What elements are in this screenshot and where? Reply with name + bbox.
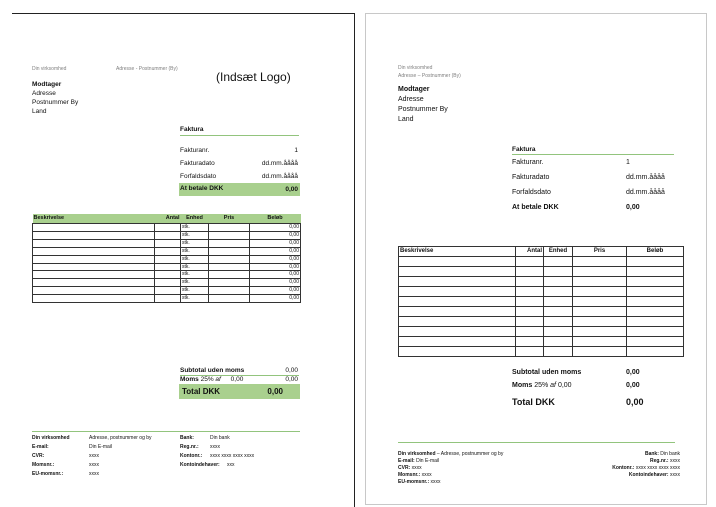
- cell-unit[interactable]: [544, 337, 573, 347]
- cell-unit[interactable]: stk.: [181, 231, 209, 239]
- cell-description[interactable]: [399, 327, 516, 337]
- due-date-label: Forfaldsdato: [512, 189, 551, 196]
- subtotal-value: 0,00: [285, 367, 298, 374]
- cell-description[interactable]: [399, 297, 516, 307]
- invoice-number-value: 1: [626, 159, 630, 166]
- table-row: [399, 297, 684, 307]
- invoice-page-1: [12, 13, 355, 507]
- table-row: [399, 287, 684, 297]
- cell-unit[interactable]: [544, 317, 573, 327]
- footer-rule: [32, 431, 300, 432]
- col-price: Pris: [573, 247, 627, 257]
- cell-description[interactable]: [399, 317, 516, 327]
- cell-quantity[interactable]: [516, 297, 544, 307]
- cell-price[interactable]: [573, 267, 627, 277]
- cell-unit[interactable]: [544, 307, 573, 317]
- cell-unit[interactable]: stk.: [181, 287, 209, 295]
- table-row: [399, 267, 684, 277]
- cell-amount[interactable]: [627, 307, 684, 317]
- due-date-value: dd.mm.åååå: [626, 189, 665, 196]
- cell-unit[interactable]: stk.: [181, 224, 209, 232]
- total-value: 0,00: [267, 387, 283, 396]
- cell-quantity[interactable]: [516, 327, 544, 337]
- footer-left-block: Din virksomhed – Adresse, postnummer og by E-mail: Din E-mail CVR: xxxx Momsnr.: xxxx EU-momsnr.: xxxx: [398, 451, 504, 485]
- amount-due-label: At betale DKK: [180, 185, 224, 192]
- logo-placeholder[interactable]: (Indsæt Logo): [216, 70, 291, 84]
- cell-unit[interactable]: [544, 297, 573, 307]
- cell-price[interactable]: [573, 297, 627, 307]
- cell-quantity[interactable]: [516, 277, 544, 287]
- total-label: Total DKK: [512, 397, 555, 407]
- cell-price[interactable]: [573, 257, 627, 267]
- cell-price[interactable]: [573, 337, 627, 347]
- invoice-title: Faktura: [180, 126, 204, 133]
- recipient-name: Modtager: [398, 86, 430, 93]
- cell-description[interactable]: [399, 267, 516, 277]
- vat-value: 0,00: [626, 382, 640, 389]
- amount-due-label: At betale DKK: [512, 204, 559, 211]
- cell-price[interactable]: [209, 287, 250, 295]
- cell-quantity[interactable]: [516, 267, 544, 277]
- col-amount: Beløb: [250, 214, 301, 224]
- vat-line: Moms 25% af 0,00: [512, 382, 572, 389]
- sender-name: Din virksomhed: [32, 66, 67, 72]
- recipient-postal: Postnummer By: [398, 106, 448, 113]
- cell-amount[interactable]: [627, 317, 684, 327]
- cell-description[interactable]: [33, 224, 155, 232]
- col-price: Pris: [209, 214, 250, 224]
- cell-description[interactable]: [33, 271, 155, 279]
- invoice-number-value: 1: [294, 147, 298, 154]
- cell-description[interactable]: [33, 255, 155, 263]
- cell-unit[interactable]: stk.: [181, 279, 209, 287]
- cell-description[interactable]: [399, 337, 516, 347]
- cell-price[interactable]: [573, 317, 627, 327]
- cell-price[interactable]: [573, 327, 627, 337]
- cell-description[interactable]: [33, 239, 155, 247]
- cell-amount[interactable]: 0,00: [250, 271, 301, 279]
- cell-amount[interactable]: [627, 257, 684, 267]
- cell-quantity[interactable]: [155, 231, 181, 239]
- cell-quantity[interactable]: [155, 295, 181, 303]
- cell-quantity[interactable]: [155, 224, 181, 232]
- cell-unit[interactable]: stk.: [181, 295, 209, 303]
- table-row: [33, 295, 301, 303]
- recipient-country: Land: [398, 116, 414, 123]
- cell-quantity[interactable]: [155, 247, 181, 255]
- cell-description[interactable]: [399, 287, 516, 297]
- total-value: 0,00: [626, 397, 644, 407]
- cell-quantity[interactable]: [516, 307, 544, 317]
- table-row: [33, 239, 301, 247]
- cell-amount[interactable]: 0,00: [250, 263, 301, 271]
- cell-description[interactable]: [33, 247, 155, 255]
- cell-quantity[interactable]: [155, 279, 181, 287]
- cell-quantity[interactable]: [516, 257, 544, 267]
- cell-amount[interactable]: 0,00: [250, 287, 301, 295]
- footer-right-labels: Bank: Reg.nr.: Kontonr.: Kontoindehaver:: [180, 435, 220, 468]
- sender-address: Adresse - Postnummer (By): [116, 66, 178, 72]
- cell-price[interactable]: [209, 295, 250, 303]
- footer-right-values: Din bank xxxx xxxx xxxx xxxx xxxx xxx: [210, 435, 255, 468]
- recipient-address: Adresse: [398, 96, 424, 103]
- cell-unit[interactable]: stk.: [181, 271, 209, 279]
- table-row: [399, 307, 684, 317]
- invoice-page-2: [365, 13, 707, 505]
- cell-quantity[interactable]: [516, 337, 544, 347]
- due-date-label: Forfaldsdato: [180, 173, 217, 180]
- cell-quantity[interactable]: [155, 255, 181, 263]
- cell-price[interactable]: [209, 231, 250, 239]
- cell-amount[interactable]: [627, 267, 684, 277]
- col-description: Beskrivelse: [399, 247, 516, 257]
- cell-price[interactable]: [209, 224, 250, 232]
- invoice-title-rule: [512, 154, 674, 155]
- table-header-row: [33, 214, 301, 224]
- recipient-address: Adresse: [32, 90, 56, 97]
- amount-due-value: 0,00: [626, 204, 640, 211]
- table-row: [33, 271, 301, 279]
- cell-amount[interactable]: [627, 277, 684, 287]
- cell-amount[interactable]: 0,00: [250, 231, 301, 239]
- cell-quantity[interactable]: [516, 317, 544, 327]
- table-row: [399, 257, 684, 267]
- amount-due-value: 0,00: [285, 186, 298, 193]
- footer-left-values: Adresse, postnummer og by Din E-mail xxxx xxxx xxxx: [89, 435, 152, 477]
- recipient-name: Modtager: [32, 81, 62, 88]
- col-unit: Enhed: [544, 247, 573, 257]
- cell-price[interactable]: [573, 347, 627, 357]
- cell-unit[interactable]: stk.: [181, 247, 209, 255]
- cell-quantity[interactable]: [155, 271, 181, 279]
- cell-quantity[interactable]: [155, 287, 181, 295]
- table-row: [399, 327, 684, 337]
- cell-unit[interactable]: [544, 277, 573, 287]
- cell-description[interactable]: [399, 307, 516, 317]
- line-items-table: [398, 246, 684, 357]
- subtotal-label: Subtotal uden moms: [180, 367, 245, 374]
- col-quantity: Antal: [516, 247, 544, 257]
- cell-price[interactable]: [573, 307, 627, 317]
- invoice-title: Faktura: [512, 146, 536, 153]
- cell-price[interactable]: [209, 263, 250, 271]
- cell-price[interactable]: [209, 239, 250, 247]
- cell-description[interactable]: [33, 287, 155, 295]
- table-row: [33, 224, 301, 232]
- invoice-date-label: Fakturadato: [512, 174, 550, 181]
- invoice-date-value: dd.mm.åååå: [626, 174, 665, 181]
- cell-amount[interactable]: [627, 347, 684, 357]
- table-row: [399, 317, 684, 327]
- cell-unit[interactable]: [544, 267, 573, 277]
- sender-name: Din virksomhed: [398, 65, 433, 71]
- recipient-country: Land: [32, 108, 47, 115]
- cell-amount[interactable]: 0,00: [250, 239, 301, 247]
- invoice-number-label: Fakturanr.: [512, 159, 544, 166]
- footer-left-labels: Din virksomhed E-mail: CVR: Momsnr.: EU-momsnr.:: [32, 435, 70, 477]
- cell-amount[interactable]: [627, 337, 684, 347]
- cell-quantity[interactable]: [155, 239, 181, 247]
- cell-description[interactable]: [33, 231, 155, 239]
- footer-rule: [398, 442, 675, 443]
- table-row: [33, 263, 301, 271]
- cell-description[interactable]: [399, 277, 516, 287]
- cell-unit[interactable]: stk.: [181, 239, 209, 247]
- cell-amount[interactable]: 0,00: [250, 295, 301, 303]
- col-amount: Beløb: [627, 247, 684, 257]
- cell-quantity[interactable]: [155, 263, 181, 271]
- cell-amount[interactable]: 0,00: [250, 279, 301, 287]
- table-row: [399, 277, 684, 287]
- cell-price[interactable]: [573, 287, 627, 297]
- cell-description[interactable]: [399, 347, 516, 357]
- table-row: [33, 255, 301, 263]
- cell-unit[interactable]: stk.: [181, 263, 209, 271]
- cell-price[interactable]: [209, 255, 250, 263]
- subtotal-label: Subtotal uden moms: [512, 369, 582, 376]
- vat-value: 0,00: [285, 376, 298, 383]
- subtotal-value: 0,00: [626, 369, 640, 376]
- cell-amount[interactable]: [627, 327, 684, 337]
- cell-description[interactable]: [33, 279, 155, 287]
- table-row: [399, 337, 684, 347]
- sender-address: Adresse – Postnummer (By): [398, 73, 461, 79]
- table-header-row: [399, 247, 684, 257]
- cell-unit[interactable]: [544, 327, 573, 337]
- col-description: Beskrivelse: [33, 214, 155, 224]
- cell-price[interactable]: [209, 247, 250, 255]
- invoice-date-label: Fakturadato: [180, 160, 215, 167]
- cell-description[interactable]: [399, 257, 516, 267]
- col-quantity: Antal: [155, 214, 181, 224]
- cell-unit[interactable]: [544, 257, 573, 267]
- table-row: [33, 279, 301, 287]
- cell-unit[interactable]: [544, 347, 573, 357]
- table-row: [33, 287, 301, 295]
- due-date-value: dd.mm.åååå: [261, 173, 298, 180]
- cell-description[interactable]: [33, 263, 155, 271]
- cell-description[interactable]: [33, 295, 155, 303]
- table-row: [33, 247, 301, 255]
- cell-amount[interactable]: 0,00: [250, 247, 301, 255]
- line-items-table: [32, 214, 301, 303]
- cell-amount[interactable]: [627, 297, 684, 307]
- cell-price[interactable]: [209, 279, 250, 287]
- cell-quantity[interactable]: [516, 347, 544, 357]
- cell-price[interactable]: [573, 277, 627, 287]
- cell-unit[interactable]: stk.: [181, 255, 209, 263]
- cell-amount[interactable]: 0,00: [250, 224, 301, 232]
- cell-unit[interactable]: [544, 287, 573, 297]
- cell-price[interactable]: [209, 271, 250, 279]
- invoice-date-value: dd.mm.åååå: [261, 160, 298, 167]
- invoice-title-rule: [180, 135, 299, 136]
- cell-amount[interactable]: 0,00: [250, 255, 301, 263]
- invoice-number-label: Fakturanr.: [180, 147, 210, 154]
- vat-line: Moms 25% af 0,00: [180, 376, 244, 383]
- total-label: Total DKK: [182, 387, 221, 396]
- recipient-postal: Postnummer By: [32, 99, 79, 106]
- cell-amount[interactable]: [627, 287, 684, 297]
- col-unit: Enhed: [181, 214, 209, 224]
- cell-quantity[interactable]: [516, 287, 544, 297]
- footer-right-block: Bank: Din bank Reg.nr.: xxxx Kontonr.: xxxx xxxx xxxx xxxx Kontoindehaver: xxxx: [612, 451, 680, 478]
- table-row: [399, 347, 684, 357]
- table-row: [33, 231, 301, 239]
